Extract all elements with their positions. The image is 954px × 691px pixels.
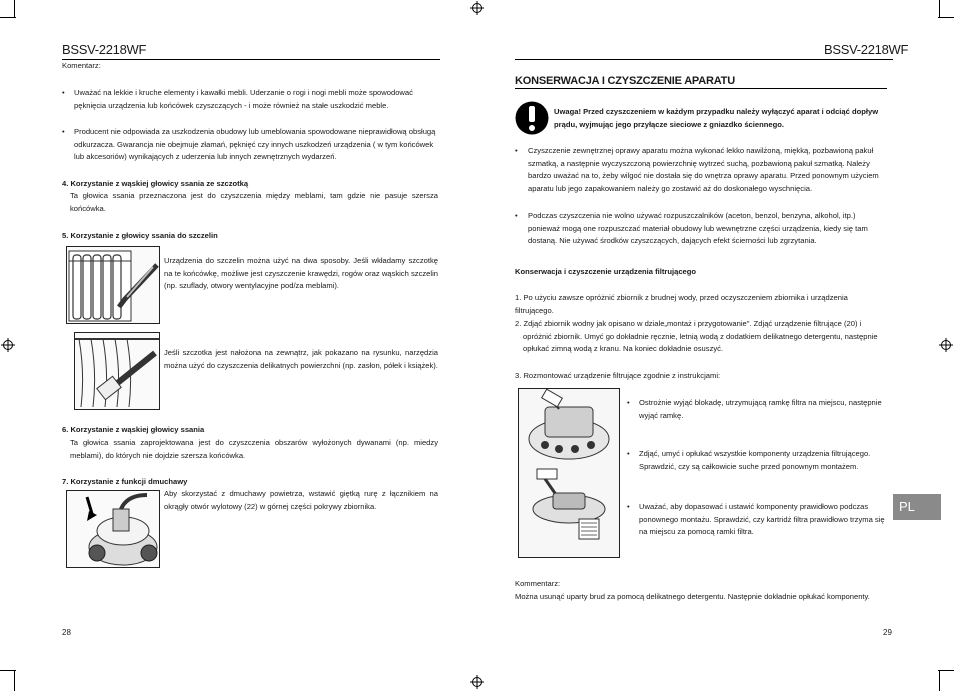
registration-mark-icon: [470, 675, 484, 689]
page-title: KONSERWACJA I CZYSZCZENIE APARATU: [515, 75, 735, 87]
warning-exclamation-icon: [515, 101, 549, 135]
model-header-right: BSSV-2218WF: [824, 42, 909, 57]
section-text: Ta głowica ssania zaprojektowana jest do czyszczenia obszarów wyłożonych dywanami (np. miedzy meblami), do których nie dojdzie szersza końcówka.: [70, 438, 438, 460]
blower-function-image: [66, 490, 160, 568]
crop-mark: [939, 670, 940, 691]
comment-label: Komentarz:: [62, 61, 101, 70]
registration-mark-icon: [1, 338, 15, 352]
crop-mark: [14, 670, 15, 691]
step-text: 2. Zdjąć zbiornik wodny jak opisano w dziale„montaż i przygotowanie". Zdjąć urządzenie filtrujące (20) i opróżnić zbiornik. Umyć go dokładnie ręcznie, letnią wodą z dodatkiem delikatnego detergentu, następnie opłukać zimną wodą z kranu. Na koniec dokładnie osuszyć.: [515, 319, 878, 354]
crop-mark: [939, 0, 940, 18]
title-underline: [515, 88, 887, 89]
crop-mark: [0, 17, 16, 18]
registration-mark-icon: [470, 1, 484, 15]
registration-mark-icon: [939, 338, 953, 352]
section-title: 6. Korzystanie z wąskiej głowicy ssania: [62, 425, 205, 434]
crevice-tool-radiator-image: [66, 246, 160, 324]
crop-mark: [0, 670, 16, 671]
crop-mark: [938, 17, 954, 18]
crop-mark: [14, 0, 15, 18]
section-title: 4. Korzystanie z wąskiej głowicy ssania ze szczotką: [62, 179, 249, 188]
page-number-left: 28: [62, 628, 71, 637]
comment-text: Można usunąć uparty brud za pomocą delikatnego detergentu. Następnie dokładnie opłukać komponenty.: [515, 592, 870, 601]
section-text: Aby skorzystać z dmuchawy powietrza, wstawić giętką rurę z łącznikiem na okrągły otwór wylotowy (22) w górnej części pokrywy zbiornika.: [164, 489, 438, 511]
model-header-left: BSSV-2218WF: [62, 42, 147, 57]
section-text: Urządzenia do szczelin można użyć na dwa sposoby. Jeśli wkładamy szczotkę na te końcówkę, możliwe jest czyszczenie krawędzi, rogów oraz wąskich szczelin (np. szuflady, otwory wentylacyjne pod/za meblami).: [164, 256, 438, 291]
brush-curtain-image: [74, 332, 160, 410]
filter-disassembly-image: [518, 388, 620, 558]
section-text: Jeśli szczotka jest nałożona na zewnątrz, jak pokazano na rysunku, narzędzia można użyć do czyszczenia delikatnych powierzchni (np. zasłon, półek i książek).: [164, 348, 438, 370]
section-title: 5. Korzystanie z głowicy ssania do szczelin: [62, 231, 218, 240]
header-rule-right: [515, 59, 893, 60]
step-text: 3. Rozmontować urządzenie filtrujące zgodnie z instrukcjami:: [515, 371, 721, 380]
subsection-title: Konserwacja i czyszczenie urządzenia filtrującego: [515, 267, 697, 276]
section-text: Ta głowica ssania przeznaczona jest do czyszczenia między meblami, tam gdzie nie pasuje szersza końcówka.: [70, 191, 438, 213]
crop-mark: [938, 670, 954, 671]
language-tab: PL: [893, 494, 941, 520]
section-title: 7. Korzystanie z funkcji dmuchawy: [62, 477, 188, 486]
warning-text: Uwaga! Przed czyszczeniem w każdym przypadku należy wyłączyć aparat i odciąć dopływ prądu, wyjmując jego przyłącze sieciowe z gniazdko ściennego.: [554, 107, 879, 129]
page-number-right: 29: [883, 628, 892, 637]
comment-label: Kommentarz:: [515, 579, 561, 588]
step-text: 1. Po użyciu zawsze opróżnić zbiornik z brudnej wody, przed oczyszczeniem zbiornika i urządzenia filtrującego.: [515, 293, 848, 315]
header-rule-left: [62, 59, 440, 60]
